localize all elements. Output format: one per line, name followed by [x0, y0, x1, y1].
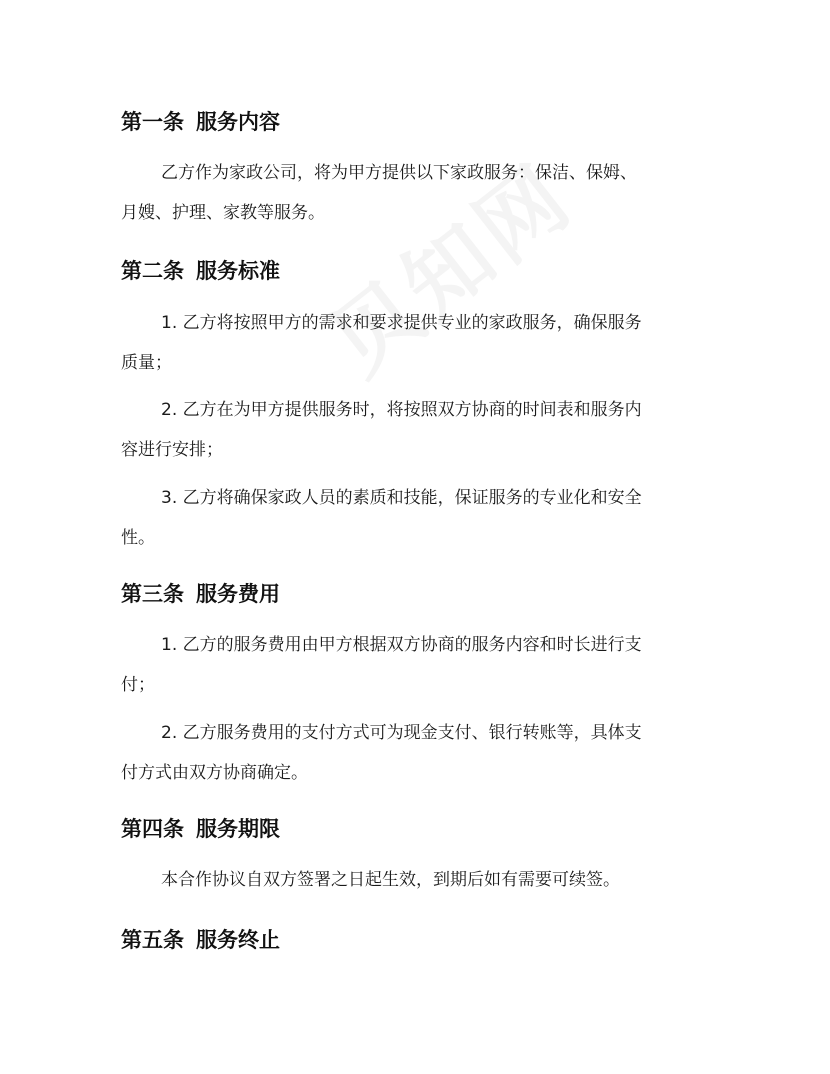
- paragraph-line: 1. 乙方将按照甲方的需求和要求提供专业的家政服务，确保服务: [161, 313, 642, 333]
- paragraph: [121, 390, 711, 470]
- paragraph-line: 质量；: [121, 353, 172, 373]
- section-number: 第五条: [121, 928, 184, 952]
- section-title: 服务终止: [196, 928, 280, 952]
- paragraph-line: 付方式由双方协商确定。: [121, 763, 308, 783]
- section-heading-5: [121, 924, 280, 954]
- paragraph: [121, 860, 711, 900]
- paragraph-line: 乙方作为家政公司，将为甲方提供以下家政服务：保洁、保姆、: [161, 163, 637, 183]
- paragraph: [121, 153, 711, 233]
- paragraph-line: 2. 乙方服务费用的支付方式可为现金支付、银行转账等，具体支: [161, 723, 642, 743]
- paragraph-line: 本合作协议自双方签署之日起生效，到期后如有需要可续签。: [161, 870, 620, 890]
- section-heading-4: [121, 813, 280, 843]
- paragraph-line: 付；: [121, 675, 155, 695]
- section-title: 服务标准: [196, 259, 280, 283]
- paragraph-line: 2. 乙方在为甲方提供服务时，将按照双方协商的时间表和服务内: [161, 400, 642, 420]
- paragraph-line: 容进行安排；: [121, 440, 223, 460]
- paragraph-line: 月嫂、护理、家教等服务。: [121, 203, 325, 223]
- paragraph: [121, 625, 711, 705]
- section-number: 第三条: [121, 582, 184, 606]
- section-title: 服务内容: [196, 110, 280, 134]
- paragraph-line: 3. 乙方将确保家政人员的素质和技能，保证服务的专业化和安全: [161, 488, 642, 508]
- section-heading-1: [121, 106, 280, 136]
- paragraph: [121, 713, 711, 793]
- paragraph-line: 1. 乙方的服务费用由甲方根据双方协商的服务内容和时长进行支: [161, 635, 642, 655]
- paragraph: [121, 303, 711, 383]
- paragraph: [121, 478, 711, 558]
- section-number: 第二条: [121, 259, 184, 283]
- section-number: 第四条: [121, 817, 184, 841]
- section-title: 服务期限: [196, 817, 280, 841]
- section-heading-3: [121, 578, 280, 608]
- section-number: 第一条: [121, 110, 184, 134]
- section-heading-2: [121, 255, 280, 285]
- paragraph-line: 性。: [121, 528, 155, 548]
- section-title: 服务费用: [196, 582, 280, 606]
